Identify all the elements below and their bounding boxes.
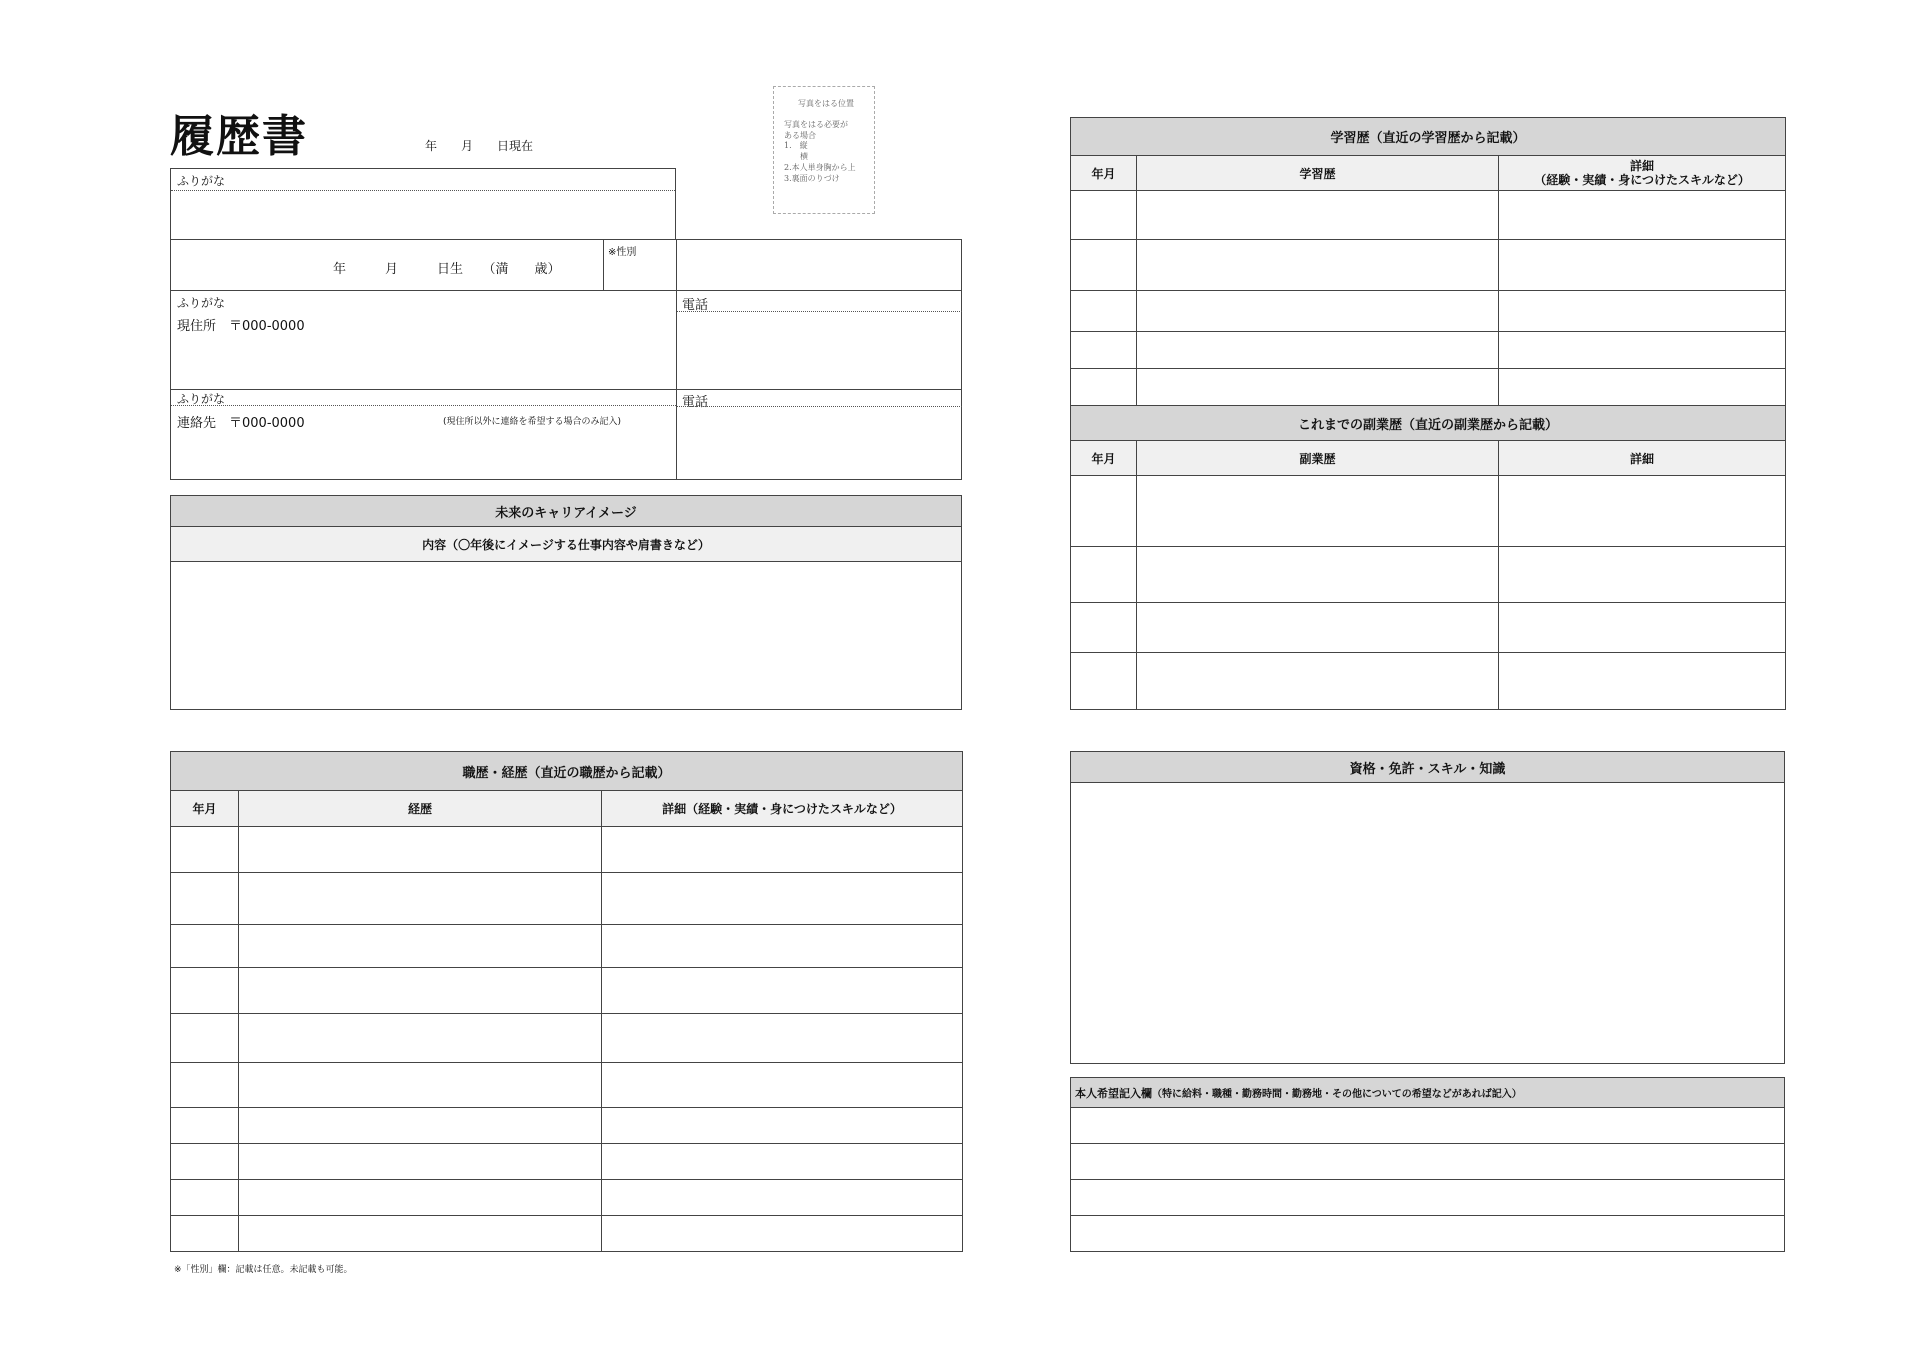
photo-line: 写真をはる必要が <box>784 119 848 129</box>
history-cell[interactable] <box>239 1216 602 1252</box>
phone-dotted-line <box>677 311 962 312</box>
details-cell[interactable] <box>602 1108 963 1144</box>
details-cell[interactable] <box>602 827 963 873</box>
career-image-field[interactable] <box>171 562 962 710</box>
history-cell[interactable] <box>1137 291 1499 332</box>
wishes-line[interactable] <box>1071 1108 1785 1144</box>
side-jobs-table <box>1070 405 1786 710</box>
details-cell[interactable] <box>602 1144 963 1180</box>
table-row <box>171 925 963 968</box>
work-col-date: 年月 <box>171 791 239 827</box>
table-row <box>1071 1216 1785 1252</box>
table-row <box>171 1216 963 1252</box>
edu-col-history: 学習歴 <box>1137 156 1499 191</box>
date-cell[interactable] <box>171 925 239 968</box>
work-history-title: 職歴・経歴（直近の職歴から記載） <box>171 752 963 791</box>
details-cell[interactable] <box>1499 240 1786 291</box>
date-cell[interactable] <box>1071 603 1137 653</box>
wishes-table <box>1070 1077 1785 1252</box>
wishes-line[interactable] <box>1071 1180 1785 1216</box>
date-cell[interactable] <box>1071 240 1137 291</box>
history-cell[interactable] <box>239 925 602 968</box>
date-cell[interactable] <box>171 1180 239 1216</box>
date-cell[interactable] <box>1071 369 1137 406</box>
table-row <box>1071 1108 1785 1144</box>
wishes-header <box>1071 1078 1785 1108</box>
date-cell[interactable] <box>171 827 239 873</box>
date-line: 年 月 日現在 <box>425 139 534 153</box>
address-box <box>170 290 962 390</box>
side-col-history: 副業歴 <box>1137 441 1499 476</box>
side-jobs-title: これまでの副業歴（直近の副業歴から記載） <box>1071 406 1786 441</box>
history-cell[interactable] <box>1137 191 1499 240</box>
table-row <box>1071 369 1786 406</box>
photo-line: 横 <box>784 152 808 162</box>
gender-label: ※性別 <box>608 247 637 258</box>
details-cell[interactable] <box>602 968 963 1014</box>
edu-col-details <box>1499 156 1786 191</box>
phone-label: 電話 <box>682 298 709 313</box>
table-row <box>1071 476 1786 547</box>
details-cell[interactable] <box>1499 332 1786 369</box>
birth-row <box>170 239 962 291</box>
date-cell[interactable] <box>171 1014 239 1063</box>
date-cell[interactable] <box>171 1063 239 1108</box>
work-col-history: 経歴 <box>239 791 602 827</box>
qualifications-table <box>1070 751 1785 1064</box>
history-cell[interactable] <box>239 1144 602 1180</box>
date-cell[interactable] <box>171 1108 239 1144</box>
table-row <box>1071 1180 1785 1216</box>
wishes-title: 本人希望記入欄 <box>1075 1086 1152 1100</box>
history-cell[interactable] <box>239 1108 602 1144</box>
details-cell[interactable] <box>602 1180 963 1216</box>
table-row <box>1071 191 1786 240</box>
table-row <box>1071 291 1786 332</box>
photo-line: ある場合 <box>784 130 816 140</box>
side-col-details: 詳細 <box>1499 441 1786 476</box>
date-cell[interactable] <box>1071 291 1137 332</box>
table-row <box>1071 603 1786 653</box>
date-cell[interactable] <box>1071 653 1137 710</box>
table-row <box>171 1063 963 1108</box>
history-cell[interactable] <box>239 1014 602 1063</box>
education-table <box>1070 117 1786 406</box>
address-furigana-label: ふりがな <box>177 296 226 310</box>
address-field[interactable] <box>177 335 667 385</box>
work-col-details: 詳細（経験・実績・身につけたスキルなど） <box>602 791 963 827</box>
contact-furigana-label: ふりがな <box>171 390 676 406</box>
history-cell[interactable] <box>1137 476 1499 547</box>
table-row <box>1071 547 1786 603</box>
contact-phone-dotted-line <box>677 406 962 407</box>
history-cell[interactable] <box>239 1063 602 1108</box>
details-cell[interactable] <box>602 873 963 925</box>
career-image-subtitle: 内容（〇年後にイメージする仕事内容や肩書きなど） <box>171 527 962 562</box>
table-row <box>171 827 963 873</box>
date-cell[interactable] <box>1071 191 1137 240</box>
edu-col-details-note: （経験・実績・身につけたスキルなど） <box>1534 173 1750 187</box>
details-cell[interactable] <box>1499 369 1786 406</box>
footnote: ※「性別」欄：記載は任意。未記載も可能。 <box>174 1265 353 1275</box>
history-cell[interactable] <box>1137 653 1499 710</box>
phone-field[interactable] <box>681 315 956 385</box>
table-row <box>1071 1144 1785 1180</box>
contact-divider <box>676 390 677 480</box>
date-cell[interactable] <box>1071 547 1137 603</box>
contact-box <box>170 389 962 480</box>
history-cell[interactable] <box>1137 603 1499 653</box>
name-box[interactable] <box>170 168 676 240</box>
education-title: 学習歴（直近の学習歴から記載） <box>1071 118 1786 156</box>
table-row <box>171 873 963 925</box>
contact-field[interactable] <box>177 434 667 474</box>
details-cell[interactable] <box>1499 291 1786 332</box>
history-cell[interactable] <box>239 968 602 1014</box>
history-cell[interactable] <box>1137 240 1499 291</box>
details-cell[interactable] <box>1499 191 1786 240</box>
history-cell[interactable] <box>239 873 602 925</box>
table-row <box>171 1144 963 1180</box>
details-cell[interactable] <box>602 925 963 968</box>
details-cell[interactable] <box>602 1063 963 1108</box>
date-cell[interactable] <box>171 968 239 1014</box>
page-title: 履歴書 <box>170 111 308 162</box>
qualifications-title: 資格・免許・スキル・知識 <box>1071 752 1785 783</box>
photo-line: 3.裏面のりづけ <box>784 173 840 183</box>
history-cell[interactable] <box>1137 547 1499 603</box>
details-cell[interactable] <box>1499 603 1786 653</box>
contact-phone-label: 電話 <box>682 395 709 410</box>
qualifications-field[interactable] <box>1071 783 1785 1064</box>
date-cell[interactable] <box>1071 332 1137 369</box>
table-row <box>171 1014 963 1063</box>
details-cell[interactable] <box>1499 547 1786 603</box>
address-label: 現住所 〒000-0000 <box>177 319 305 334</box>
table-row <box>1071 332 1786 369</box>
contact-note: (現住所以外に連絡を希望する場合のみ記入) <box>443 417 622 427</box>
history-cell[interactable] <box>239 827 602 873</box>
wishes-line[interactable] <box>1071 1144 1785 1180</box>
history-cell[interactable] <box>1137 332 1499 369</box>
edu-col-details-label: 詳細 <box>1630 158 1655 173</box>
table-row <box>171 968 963 1014</box>
date-cell[interactable] <box>171 1216 239 1252</box>
career-image-title: 未来のキャリアイメージ <box>171 496 962 527</box>
table-row <box>1071 653 1786 710</box>
career-image-table <box>170 495 962 710</box>
side-col-date: 年月 <box>1071 441 1137 476</box>
details-cell[interactable] <box>602 1014 963 1063</box>
details-cell[interactable] <box>1499 476 1786 547</box>
photo-line: 2.本人単身胸から上 <box>784 162 856 172</box>
gender-field[interactable] <box>677 240 962 291</box>
photo-caption: 写真をはる位置 <box>798 99 854 108</box>
details-cell[interactable] <box>602 1216 963 1252</box>
furigana-label: ふりがな <box>171 169 675 191</box>
date-cell[interactable] <box>171 1144 239 1180</box>
history-cell[interactable] <box>1137 369 1499 406</box>
details-cell[interactable] <box>1499 653 1786 710</box>
contact-label: 連絡先 〒000-0000 <box>177 416 305 431</box>
gender-divider <box>603 240 604 291</box>
photo-placeholder <box>773 86 875 214</box>
table-row <box>171 1180 963 1216</box>
photo-line: 1. 縦 <box>784 141 808 151</box>
work-history-table <box>170 751 963 1252</box>
contact-phone-field[interactable] <box>681 410 956 474</box>
birth-date-line: 年 月 日生 （満 歳） <box>333 262 561 277</box>
table-row <box>171 1108 963 1144</box>
date-cell[interactable] <box>1071 476 1137 547</box>
address-divider <box>676 291 677 390</box>
history-cell[interactable] <box>239 1180 602 1216</box>
table-row <box>1071 240 1786 291</box>
wishes-subtitle: （特に給料・職種・勤務時間・勤務地・その他についての希望などがあれば記入） <box>1152 1088 1522 1100</box>
wishes-line[interactable] <box>1071 1216 1785 1252</box>
date-cell[interactable] <box>171 873 239 925</box>
edu-col-date: 年月 <box>1071 156 1137 191</box>
